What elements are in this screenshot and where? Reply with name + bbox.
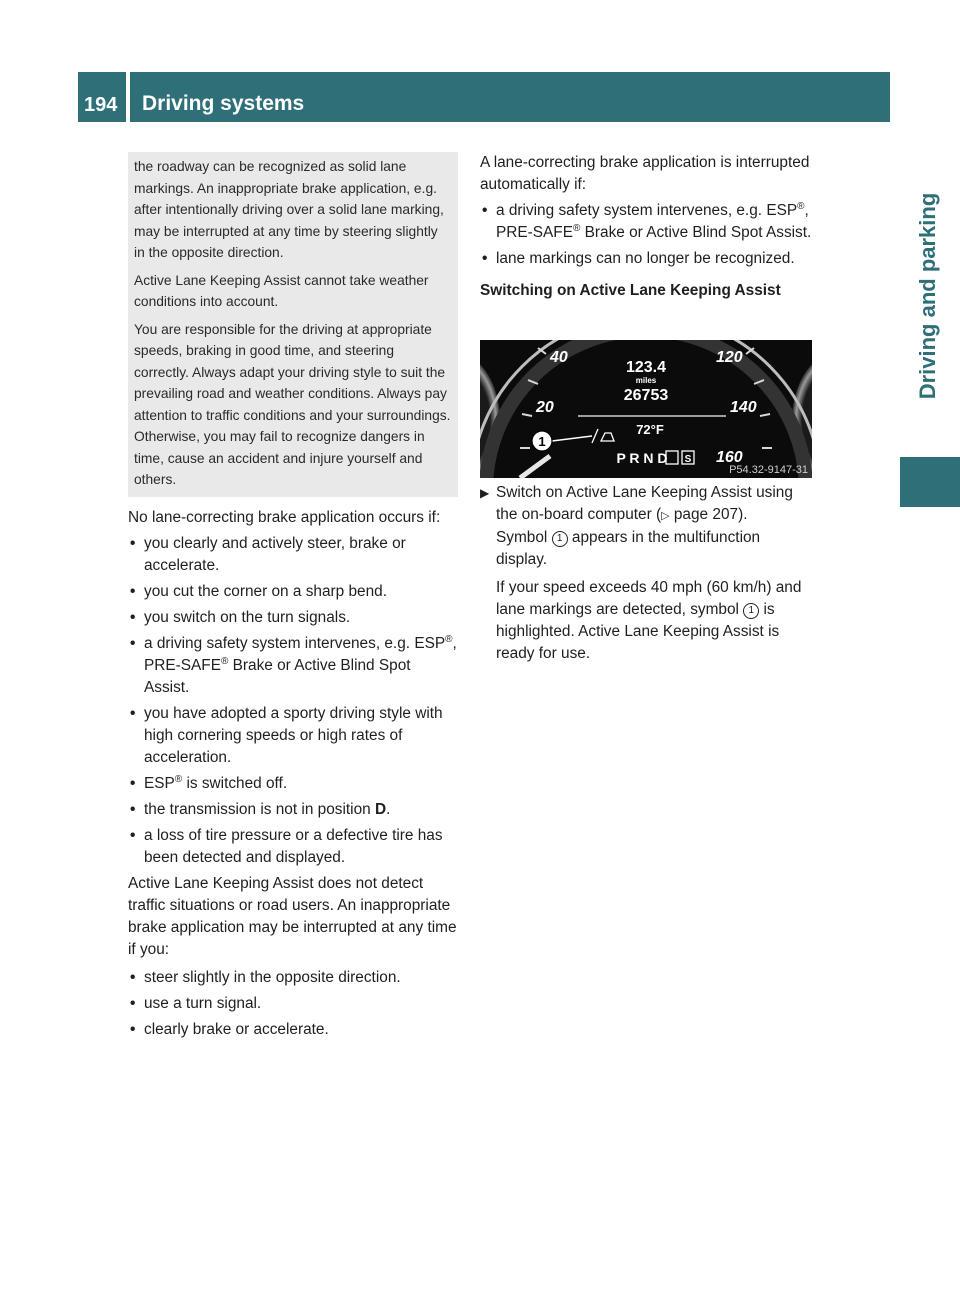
list-item: • steer slightly in the opposite direction. xyxy=(128,967,458,989)
chapter-tab-block xyxy=(900,457,960,507)
list-item: • you switch on the turn signals. xyxy=(128,607,458,629)
note-paragraph: Active Lane Keeping Assist cannot take weather conditions into account. xyxy=(134,272,429,309)
header-divider xyxy=(126,72,130,122)
callout-number: 1 xyxy=(538,434,546,449)
list-item: • clearly brake or accelerate. xyxy=(128,1019,458,1041)
speed-label: 20 xyxy=(536,399,554,416)
odometer-readout: 26753 xyxy=(623,387,669,404)
conditions-intro: No lane-correcting brake application occurs if: xyxy=(128,508,441,526)
callout-1-icon: 1 xyxy=(743,603,759,619)
speed-label: 120 xyxy=(716,349,743,366)
warning-note xyxy=(128,152,458,497)
gear-indicator: P R N D xyxy=(616,450,668,466)
list-item: • you have adopted a sporty driving style with high cornering speeds or high rates of acceleration. xyxy=(128,703,458,769)
note-paragraph: You are responsible for the driving at appropriate speeds, braking in good time, and steering correctly. Always adapt your driving style to suit the prevailing road and weather conditions. Always pay attention to traffic conditions and your surroundings. Otherwise, you may fail to recognize dangers in time, cause an accident and injure yourself and others. xyxy=(134,321,451,487)
speed-label: 160 xyxy=(716,449,743,466)
page-number: 194 xyxy=(84,94,118,116)
chapter-side-tab xyxy=(896,72,960,477)
followup-text: If your speed exceeds 40 mph (60 km/h) and lane markings are detected, symbol 1 is highlighted. Active Lane Keeping Assist is ready for use. xyxy=(496,579,802,662)
detection-paragraph: Active Lane Keeping Assist does not detect traffic situations or road users. An inappropriate brake application may be interrupted at any time if you: xyxy=(128,874,457,958)
action-step: ▶ Switch on Active Lane Keeping Assist using the on-board computer (▷ page 207). Symbol 1 appears in the multifunction display. If your speed exceeds 40 mph (60 km/h) and lane markings are detected, symbol 1 is highlighted. Active Lane Keeping Assist is ready for use. xyxy=(480,482,812,665)
section-title: Driving systems xyxy=(142,92,305,115)
list-item: • the transmission is not in position D. xyxy=(128,799,458,821)
left-column xyxy=(128,152,458,1045)
list-item: • use a turn signal. xyxy=(128,993,458,1015)
page-reference-link[interactable]: page 207 xyxy=(673,506,739,523)
chapter-label: Driving and parking xyxy=(915,192,940,400)
list-item: • a driving safety system intervenes, e.g. ESP®, PRE-SAFE® Brake or Active Blind Spot Assist. xyxy=(480,200,812,244)
figure-id: P54.32-9147-31 xyxy=(729,464,808,476)
list-item: • ESP® is switched off. xyxy=(128,773,458,795)
speed-label: 40 xyxy=(550,349,568,366)
svg-text:S: S xyxy=(684,454,692,465)
conditions-list xyxy=(128,533,458,869)
note-paragraph: the roadway can be recognized as solid lane markings. An inappropriate brake application, e.g. after intentionally driving over a solid lane marking, may be interrupted at any time by steering slightly in the opposite direction. xyxy=(134,159,444,260)
list-item: • a driving safety system intervenes, e.g. ESP®, PRE-SAFE® Brake or Active Blind Spot Assist. xyxy=(128,633,458,699)
action-arrow-icon: ▶ xyxy=(480,486,490,500)
interrupt-list xyxy=(128,967,458,1041)
trip-unit: miles xyxy=(635,376,657,385)
list-item: • you cut the corner on a sharp bend. xyxy=(128,581,458,603)
auto-interrupt-list xyxy=(480,200,812,270)
list-item: • a loss of tire pressure or a defective tire has been detected and displayed. xyxy=(128,825,458,869)
page-header xyxy=(78,72,890,122)
callout-1-icon: 1 xyxy=(552,531,568,547)
list-item: • you clearly and actively steer, brake or accelerate. xyxy=(128,533,458,577)
temperature-readout: 72°F xyxy=(636,422,664,437)
trip-readout: 123.4 xyxy=(625,359,667,376)
page-ref-icon: ▷ xyxy=(661,510,670,522)
chapter-label-wrap xyxy=(896,144,960,454)
auto-interrupt-intro: A lane-correcting brake application is interrupted automatically if: xyxy=(480,154,810,193)
list-item: • lane markings can no longer be recognized. xyxy=(480,248,812,270)
instrument-cluster-image xyxy=(480,340,812,478)
subheading: Switching on Active Lane Keeping Assist xyxy=(480,282,781,299)
instrument-cluster-svg xyxy=(480,340,812,478)
speed-label: 140 xyxy=(730,399,757,416)
